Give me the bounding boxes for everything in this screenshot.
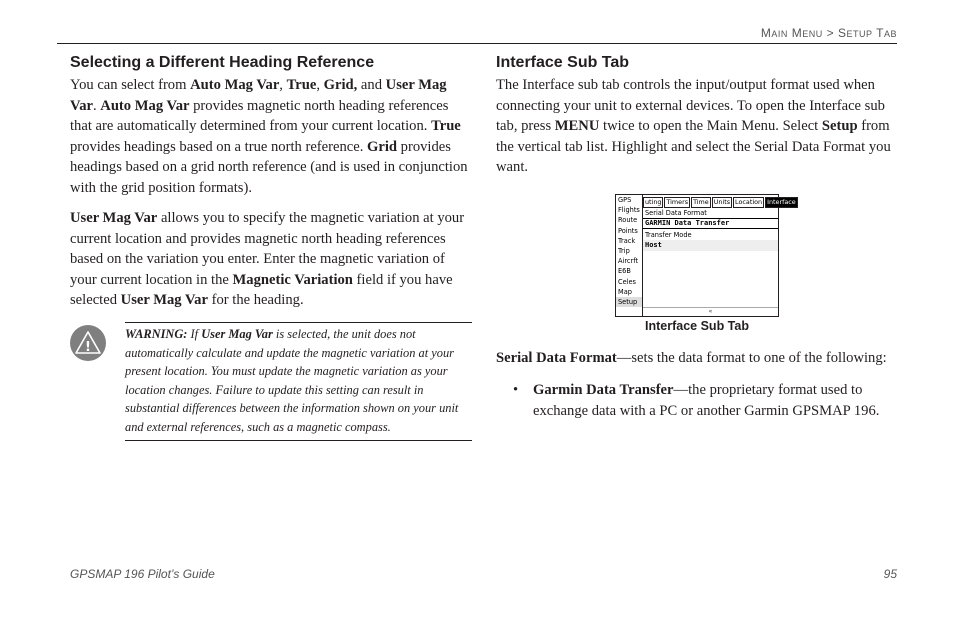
device-sub-tab: Time (693, 198, 709, 206)
running-head: MAIN MENU > SETUP TAB (760, 26, 897, 40)
device-side-tab: Track (618, 236, 636, 245)
device-sub-tab-interface: Interface (767, 198, 796, 206)
device-field-transfer-mode: Host (643, 240, 778, 251)
header-rule (57, 43, 897, 44)
warning-icon-glyph: ! (85, 340, 91, 355)
device-field-serial-data-format: GARMIN Data Transfer (643, 218, 778, 229)
figure-caption: Interface Sub Tab (645, 319, 749, 333)
device-label-serial-data-format: Serial Data Format (645, 209, 707, 217)
bullet-item-garmin-data-transfer: Garmin Data Transfer—the proprietary format used to exchange data with a PC or another Garmin GPSMAP 196. (533, 382, 880, 419)
device-label-transfer-mode: Transfer Mode (645, 231, 692, 239)
device-side-tab: Trip (618, 246, 630, 255)
warning-text: WARNING: If User Mag Var is selected, the unit does not automatically calculate and update the magnetic variation at your present location. You must update the magnetic variation as your location changes. Failure to update this setting can result in substantial differences between the information shown on your unit and external references, such as a magnetic compass. (125, 327, 459, 434)
paragraph-user-mag-var: User Mag Var allows you to specify the magnetic variation at your current location and provides magnetic north heading references based on the variation you enter. Enter the magnetic variation of your current location in the Magnetic Variation field if you have selected User Mag Var for the heading. (70, 210, 465, 309)
device-sub-tab: Timers (666, 198, 689, 206)
device-sub-tab: Units (713, 198, 731, 206)
device-side-tab: Celes (618, 277, 636, 286)
section-heading-heading-reference: Selecting a Different Heading Reference (70, 54, 375, 71)
device-side-tab: GPS (618, 196, 632, 204)
footer-page-number: 95 (883, 567, 897, 581)
device-side-tab: Aircrft (618, 257, 639, 266)
device-screen-image (615, 194, 796, 317)
device-side-tab: Points (618, 226, 638, 235)
device-side-tab: Route (618, 216, 638, 225)
device-sub-tabs (643, 197, 796, 208)
device-side-tab: Map (618, 287, 632, 296)
device-side-tab: E6B (618, 267, 631, 276)
warning-box (125, 322, 472, 441)
paragraph-heading-options: You can select from Auto Mag Var, True, Grid, and User Mag Var. Auto Mag Var provides magnetic north heading references that are automatically determined from your current location. True provides headings based on a true north reference. Grid provides headings based on a grid north reference (and is used in conjunction with the grid position formats). (70, 77, 468, 196)
device-vertical-tab-list (616, 195, 643, 316)
bullet-mark: • (513, 382, 519, 398)
device-interface-panel (643, 209, 778, 316)
device-sub-tab: uting (645, 198, 662, 206)
device-side-tab: Flights (618, 206, 640, 215)
paragraph-serial-data-format: Serial Data Format—sets the data format to one of the following: (496, 350, 887, 366)
footer-guide-title: GPSMAP 196 Pilot’s Guide (70, 567, 215, 581)
paragraph-interface-intro: The Interface sub tab controls the input/output format used when connecting your unit to external devices. To open the Interface sub tab, press MENU twice to open the Main Menu. Select Setup from the vertical tab list. Highlight and select the Serial Data Format you want. (496, 77, 891, 176)
device-side-tab-setup: Setup (616, 297, 642, 307)
device-scroll-indicator: « (643, 307, 778, 315)
warning-icon (70, 325, 106, 361)
device-sub-tab: Location (735, 198, 763, 206)
section-heading-interface-sub-tab: Interface Sub Tab (496, 54, 630, 71)
